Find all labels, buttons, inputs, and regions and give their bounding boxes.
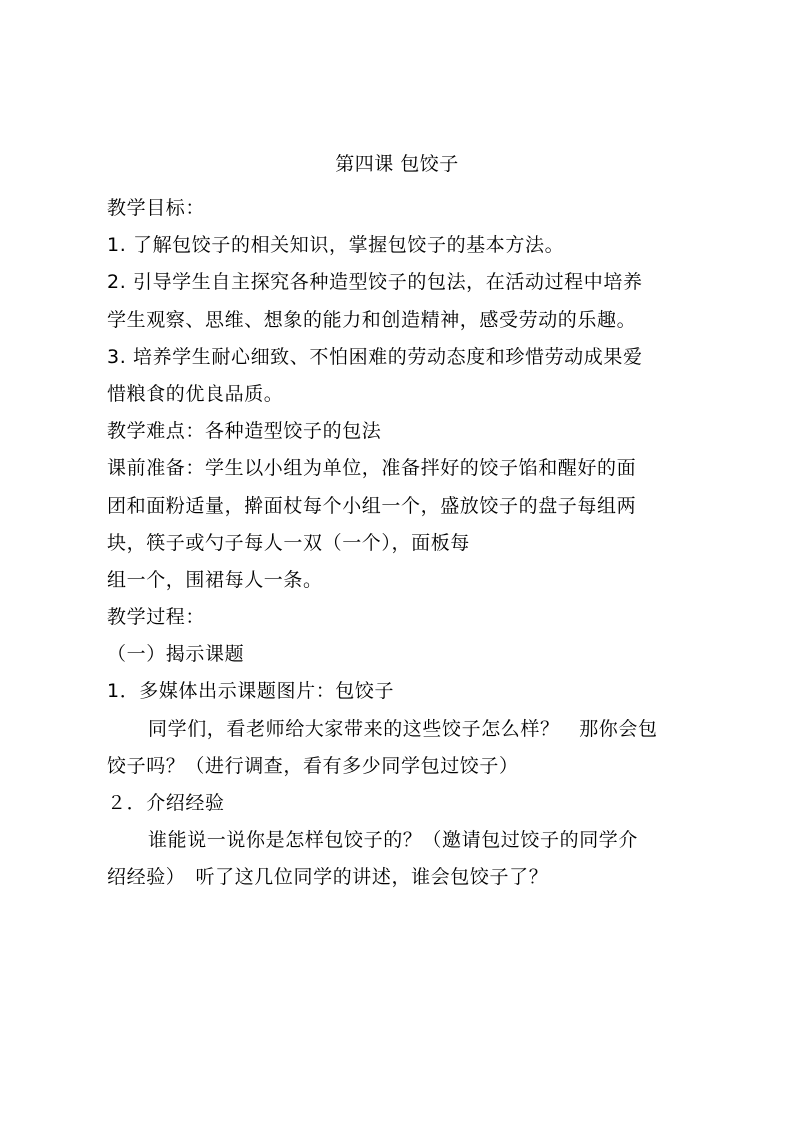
preparation-line-2: 团和面粉适量，擀面杖每个小组一个，盛放饺子的盘子每组两: [107, 494, 637, 517]
paragraph-2-line-2: 绍经验） 听了这几位同学的讲述，谁会包饺子了？: [107, 866, 549, 889]
step-heading-reveal-topic: （一）揭示课题: [107, 643, 245, 666]
objective-2-line-1: 2. 引导学生自主探究各种造型饺子的包法，在活动过程中培养: [107, 271, 643, 294]
substep-1: 1．多媒体出示课题图片：包饺子: [107, 680, 395, 703]
objective-3-line-1: 3. 培养学生耐心细致、不怕困难的劳动态度和珍惜劳动成果爱: [107, 345, 643, 368]
preparation-line-3: 块，筷子或勺子每人一双（一个），面板每: [107, 531, 470, 554]
substep-2: ２．介绍经验: [107, 792, 225, 814]
preparation-line-4: 组一个，围裙每人一条。: [107, 568, 323, 591]
objective-2-line-2: 学生观察、思维、想象的能力和创造精神，感受劳动的乐趣。: [107, 308, 637, 331]
teaching-difficulty: 教学难点：各种造型饺子的包法: [107, 420, 382, 443]
document-body: [107, 190, 707, 897]
paragraph-1-line-2: 饺子吗？（进行调查，看有多少同学包过饺子）: [107, 754, 519, 777]
preparation-line-1: 课前准备：学生以小组为单位，准备拌好的饺子馅和醒好的面: [107, 457, 637, 480]
paragraph-2-line-1: 谁能说一说你是怎样包饺子的？（邀请包过饺子的同学介: [148, 829, 639, 852]
section-heading-objectives: 教学目标：: [107, 197, 206, 219]
paragraph-1-line-1: 同学们，看老师给大家带来的这些饺子怎么样？ 那你会包: [148, 717, 658, 740]
objective-1: 1. 了解包饺子的相关知识，掌握包饺子的基本方法。: [107, 234, 565, 257]
section-heading-process: 教学过程：: [107, 606, 206, 629]
objective-3-line-2: 惜粮食的优良品质。: [107, 382, 284, 405]
lesson-title: 第四课 包饺子: [335, 153, 459, 175]
